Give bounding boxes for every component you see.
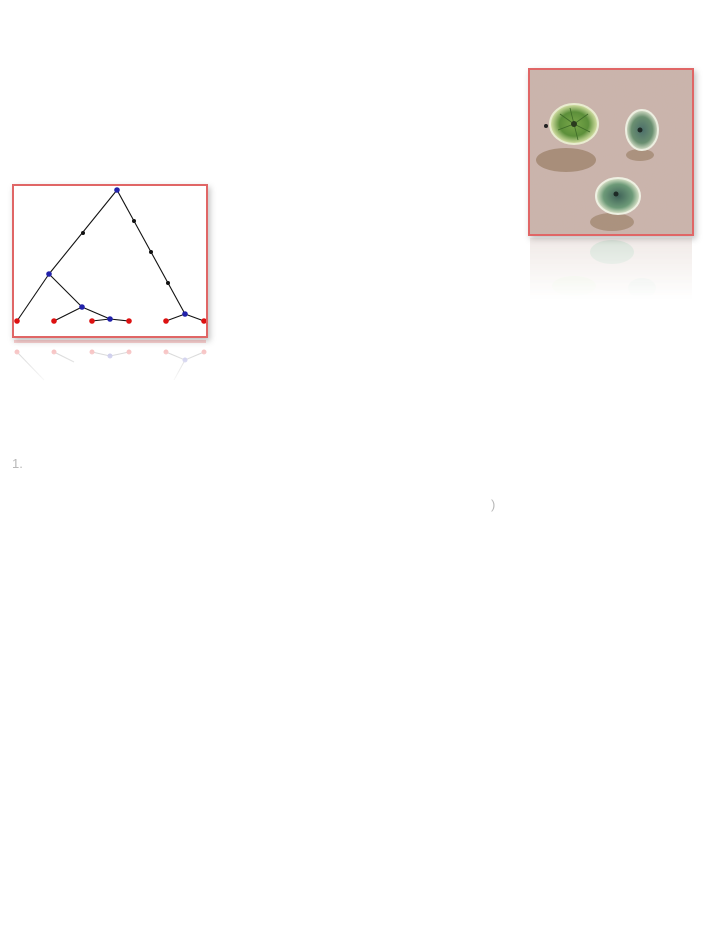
leaf-node (201, 318, 206, 324)
reflection-icon (528, 238, 694, 300)
tree-edge (185, 314, 204, 321)
tree-edge (54, 307, 82, 321)
leaf-node (163, 318, 169, 324)
tree-edge (82, 307, 110, 319)
leaf-node (89, 318, 95, 324)
diatom-photo-reflection (528, 238, 694, 300)
leaf-node (126, 318, 132, 324)
internal-node (182, 311, 188, 317)
edge-point (81, 231, 85, 235)
leaf-node (14, 318, 20, 324)
internal-node (107, 316, 113, 322)
tree-edge (166, 314, 185, 321)
tree-edge (49, 274, 82, 307)
tree-edge (17, 274, 49, 321)
reflection-icon (12, 340, 208, 386)
closing-paren-text: ) (491, 497, 496, 512)
tree-diagram-reflection (12, 340, 208, 386)
list-marker: 1. (12, 456, 23, 471)
edge-point (149, 250, 153, 254)
tree-edge (110, 319, 129, 321)
tree-diagram-figure (12, 184, 208, 338)
diatom-photo-figure (528, 68, 694, 236)
diatoms-photo-icon (530, 70, 692, 234)
leaf-node (51, 318, 57, 324)
edge-point (166, 281, 170, 285)
internal-node (46, 271, 52, 277)
phylogenetic-tree-icon (14, 186, 206, 336)
internal-node (114, 187, 120, 193)
edge-point (132, 219, 136, 223)
internal-node (79, 304, 85, 310)
